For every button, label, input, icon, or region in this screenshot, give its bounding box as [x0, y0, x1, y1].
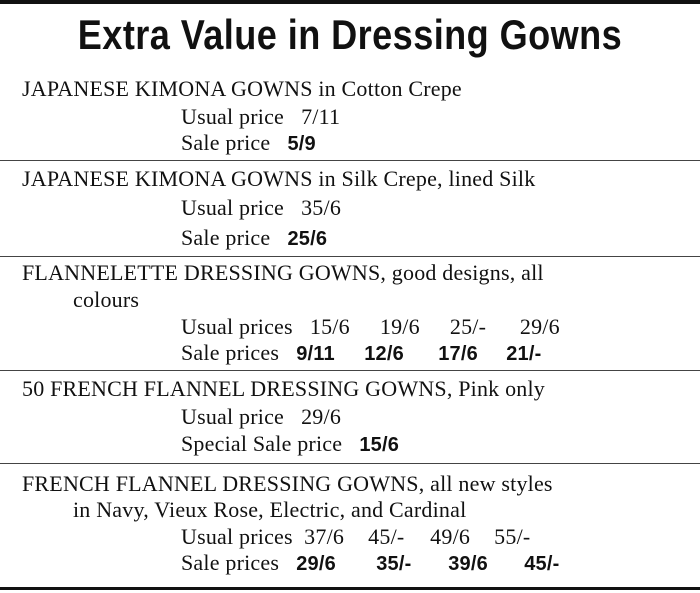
- sale-price-label: Sale price: [181, 225, 271, 250]
- usual-price-value: 55/-: [494, 524, 531, 549]
- divider: [0, 160, 700, 161]
- sale-price-value: 21/-: [506, 343, 542, 365]
- usual-price-value: 49/6: [430, 524, 471, 549]
- item-title: 50 FRENCH FLANNEL DRESSING GOWNS, Pink only: [22, 376, 545, 401]
- usual-price-label: Usual price: [181, 195, 284, 220]
- item-title: FLANNELETTE DRESSING GOWNS, good designs, all: [22, 260, 544, 285]
- sale-price-line: [181, 430, 399, 459]
- usual-price-line: [181, 403, 341, 431]
- usual-price-value: 29/6: [519, 314, 560, 339]
- sale-price-value: 15/6: [359, 434, 400, 456]
- sale-price-line: [181, 224, 327, 253]
- usual-price-value: 25/-: [449, 314, 487, 339]
- usual-prices-line: [181, 313, 560, 341]
- usual-price-value: 7/11: [301, 104, 341, 129]
- usual-price-label: Usual price: [181, 404, 284, 429]
- item-title: FRENCH FLANNEL DRESSING GOWNS, all new styles: [22, 471, 553, 496]
- sale-price-label: Sale prices: [181, 550, 280, 575]
- item-title: JAPANESE KIMONA GOWNS in Cotton Crepe: [22, 76, 462, 101]
- sale-price-value: 39/6: [448, 553, 488, 575]
- sale-price-value: 5/9: [287, 133, 316, 155]
- usual-price-value: 45/-: [368, 524, 405, 549]
- item-title: JAPANESE KIMONA GOWNS in Silk Crepe, lined Silk: [22, 166, 536, 191]
- sale-price-value: 29/6: [296, 553, 336, 575]
- usual-price-value: 19/6: [379, 314, 420, 339]
- item-title-continued: colours: [73, 287, 140, 312]
- divider: [0, 463, 700, 464]
- sale-prices-line: [181, 549, 559, 578]
- sale-price-value: 25/6: [287, 228, 328, 250]
- usual-price-label: Usual prices: [181, 524, 293, 549]
- divider: [0, 256, 700, 257]
- bottom-rule: [0, 587, 700, 590]
- sale-price-value: 45/-: [524, 553, 560, 575]
- usual-price-label: Usual prices: [181, 314, 293, 339]
- sale-price-label: Special Sale price: [181, 431, 343, 456]
- usual-price-line: [181, 103, 340, 131]
- top-rule: [0, 0, 700, 4]
- sale-price-value: 35/-: [376, 553, 412, 575]
- usual-price-line: [181, 194, 341, 222]
- sale-price-label: Sale price: [181, 130, 271, 155]
- usual-prices-line: [181, 523, 530, 551]
- usual-price-value: 35/6: [301, 195, 342, 220]
- sale-prices-line: [181, 339, 541, 368]
- sale-price-value: 9/11: [296, 343, 335, 365]
- usual-price-label: Usual price: [181, 104, 284, 129]
- sale-price-line: [181, 129, 316, 158]
- usual-price-value: 29/6: [301, 404, 342, 429]
- usual-price-value: 37/6: [304, 524, 345, 549]
- sale-price-value: 12/6: [364, 343, 404, 365]
- item-title-continued: in Navy, Vieux Rose, Electric, and Cardinal: [73, 497, 467, 522]
- usual-price-value: 15/6: [309, 314, 350, 339]
- sale-price-value: 17/6: [438, 343, 478, 365]
- sale-price-label: Sale prices: [181, 340, 280, 365]
- page-title: Extra Value in Dressing Gowns: [77, 11, 623, 58]
- divider: [0, 370, 700, 371]
